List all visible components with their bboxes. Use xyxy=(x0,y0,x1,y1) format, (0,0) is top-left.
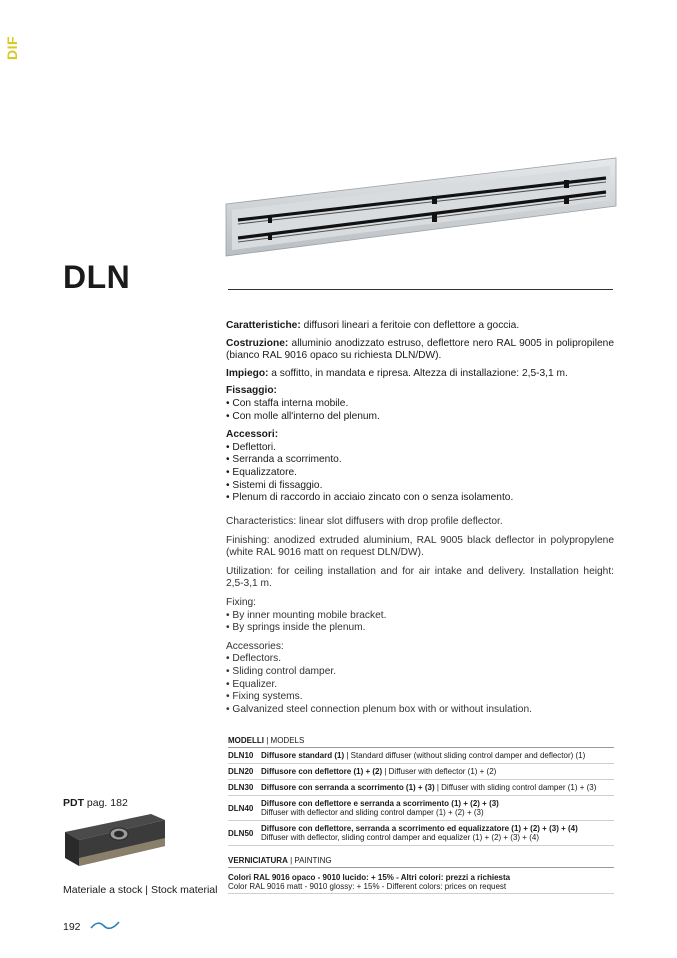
separator: | xyxy=(142,884,151,896)
it-usage-label: Impiego: xyxy=(226,367,269,379)
page-number: 192 xyxy=(63,921,81,933)
table-row xyxy=(228,764,614,780)
stock-it: Materiale a stock xyxy=(63,884,143,896)
table-row xyxy=(228,780,614,796)
painting-line-it: Colori RAL 9016 opaco - 9010 lucido: + 15% - Altri colori: prezzi a richiesta xyxy=(228,873,511,882)
en-utilization-label: Utilization: xyxy=(226,565,273,577)
it-construction xyxy=(226,338,614,363)
model-code: DLN30 xyxy=(228,783,254,792)
model-code: DLN50 xyxy=(228,828,254,838)
model-desc-en: Diffuser with deflector, sliding control damper and equalizer (1) + (2) + (3) + (4) xyxy=(261,833,539,842)
stock-en: Stock material xyxy=(150,884,218,896)
it-characteristics-label: Caratteristiche: xyxy=(226,320,301,331)
model-desc-it: Diffusore con deflettore (1) + (2) xyxy=(261,767,383,776)
en-characteristics xyxy=(226,516,614,529)
english-description xyxy=(226,516,614,722)
painting-section xyxy=(228,856,614,894)
stock-material-label xyxy=(63,884,217,896)
list-item: • Deflectors. xyxy=(226,653,282,665)
italian-description xyxy=(226,320,614,511)
list-item: • Equalizer. xyxy=(226,678,278,690)
list-item: • Con molle all'interno del plenum. xyxy=(226,410,380,422)
painting-header-en: PAINTING xyxy=(294,856,332,865)
painting-header-it: VERNICIATURA xyxy=(228,856,288,865)
it-usage-text: a soffitto, in mandata e ripresa. Altezza di installazione: 2,5-3,1 m. xyxy=(268,367,568,379)
it-construction-text: alluminio anodizzato estruso, deflettore nero RAL 9005 in polipropilene (bianco RAL 9016 opaco su richiesta DLN/DW). xyxy=(226,337,614,362)
list-item: • Sistemi di fissaggio. xyxy=(226,479,323,491)
list-item: • Galvanized steel connection plenum box with or without insulation. xyxy=(226,703,532,715)
table-row xyxy=(228,748,614,764)
models-header-en: MODELS xyxy=(270,736,305,745)
pdt-reference xyxy=(63,797,128,809)
en-utilization xyxy=(226,566,614,591)
model-desc-it: Diffusore con deflettore, serranda a scorrimento ed equalizzatore (1) + (2) + (3) + (4) xyxy=(261,824,578,833)
it-characteristics xyxy=(226,320,614,333)
model-desc-it: Diffusore standard (1) xyxy=(261,751,345,760)
list-item: • Fixing systems. xyxy=(226,691,303,703)
en-characteristics-text: linear slot diffusers with drop profile deflector. xyxy=(296,516,503,527)
plenum-product-image xyxy=(63,812,167,868)
painting-line-en: Color RAL 9016 matt - 9010 glossy: + 15% - Different colors: prices on request xyxy=(228,882,507,891)
it-accessories xyxy=(226,429,614,505)
model-desc-en: Diffuser with deflector and sliding control damper (1) + (2) + (3) xyxy=(261,808,484,817)
model-desc xyxy=(261,824,614,842)
en-fixing-label: Fixing: xyxy=(226,596,257,608)
separator: | xyxy=(287,856,295,865)
painting-body xyxy=(228,868,614,894)
model-code: DLN40 xyxy=(228,803,254,813)
product-image-diffuser xyxy=(224,156,620,262)
wave-logo-icon xyxy=(90,919,120,931)
it-usage xyxy=(226,368,614,381)
en-characteristics-label: Characteristics: xyxy=(226,516,297,527)
en-finishing xyxy=(226,535,614,560)
model-code: DLN10 xyxy=(228,751,254,760)
models-header xyxy=(228,736,614,748)
model-desc xyxy=(261,799,614,817)
pdt-text: pag. 182 xyxy=(84,797,128,809)
list-item: • Equalizzatore. xyxy=(226,466,297,478)
model-code: DLN20 xyxy=(228,767,254,776)
model-desc: Diffusore con deflettore (1) + (2) | Diffuser with deflector (1) + (2) xyxy=(261,767,497,776)
it-construction-label: Costruzione: xyxy=(226,337,289,349)
section-tab xyxy=(4,30,24,64)
list-item: • Plenum di raccordo in acciaio zincato con o senza isolamento. xyxy=(226,492,514,504)
models-header-it: MODELLI xyxy=(228,736,264,745)
model-desc-it: Diffusore con deflettore e serranda a scorrimento (1) + (2) + (3) xyxy=(261,799,499,808)
model-desc: Diffusore con serranda a scorrimento (1) + (3) | Diffuser with sliding control damper (1) + (3) xyxy=(261,783,597,792)
en-utilization-text: for ceiling installation and for air intake and delivery. Installation height: 2,5-3,1 m. xyxy=(226,565,614,590)
separator: | xyxy=(264,736,271,745)
list-item: • Deflettori. xyxy=(226,441,276,453)
it-accessories-label: Accessori: xyxy=(226,429,279,441)
list-item: • Serranda a scorrimento. xyxy=(226,454,342,466)
it-characteristics-text: diffusori lineari a feritoie con deflettore a goccia. xyxy=(300,320,520,331)
models-table xyxy=(228,736,614,846)
pdt-label: PDT xyxy=(63,797,84,809)
table-row xyxy=(228,821,614,846)
list-item: • Sliding control damper. xyxy=(226,665,337,677)
en-fixing xyxy=(226,597,614,635)
model-desc-en: Standard diffuser (without sliding control damper and deflector) (1) xyxy=(350,751,586,760)
model-desc-en: Diffuser with deflector (1) + (2) xyxy=(388,767,497,776)
title-divider xyxy=(228,289,613,290)
table-row xyxy=(228,796,614,821)
list-item: • Con staffa interna mobile. xyxy=(226,397,349,409)
en-accessories xyxy=(226,641,614,717)
product-title: DLN xyxy=(63,259,131,295)
it-fixing-label: Fissaggio: xyxy=(226,385,277,397)
model-desc-en: Diffuser with sliding control damper (1) + (3) xyxy=(441,783,597,792)
model-desc: Diffusore standard (1) | Standard diffuser (without sliding control damper and deflector) (1) xyxy=(261,751,586,760)
en-finishing-label: Finishing: xyxy=(226,534,270,546)
list-item: • By inner mounting mobile bracket. xyxy=(226,609,387,621)
it-fixing xyxy=(226,385,614,423)
model-desc-it: Diffusore con serranda a scorrimento (1) + (3) xyxy=(261,783,435,792)
painting-header xyxy=(228,856,614,868)
section-tab-label: DIF xyxy=(4,35,21,61)
en-accessories-label: Accessories: xyxy=(226,640,284,652)
list-item: • By springs inside the plenum. xyxy=(226,622,366,634)
en-finishing-text: anodized extruded aluminium, RAL 9005 black deflector in polypropylene (white RAL 9016 matt on request DLN/DW). xyxy=(226,534,614,559)
